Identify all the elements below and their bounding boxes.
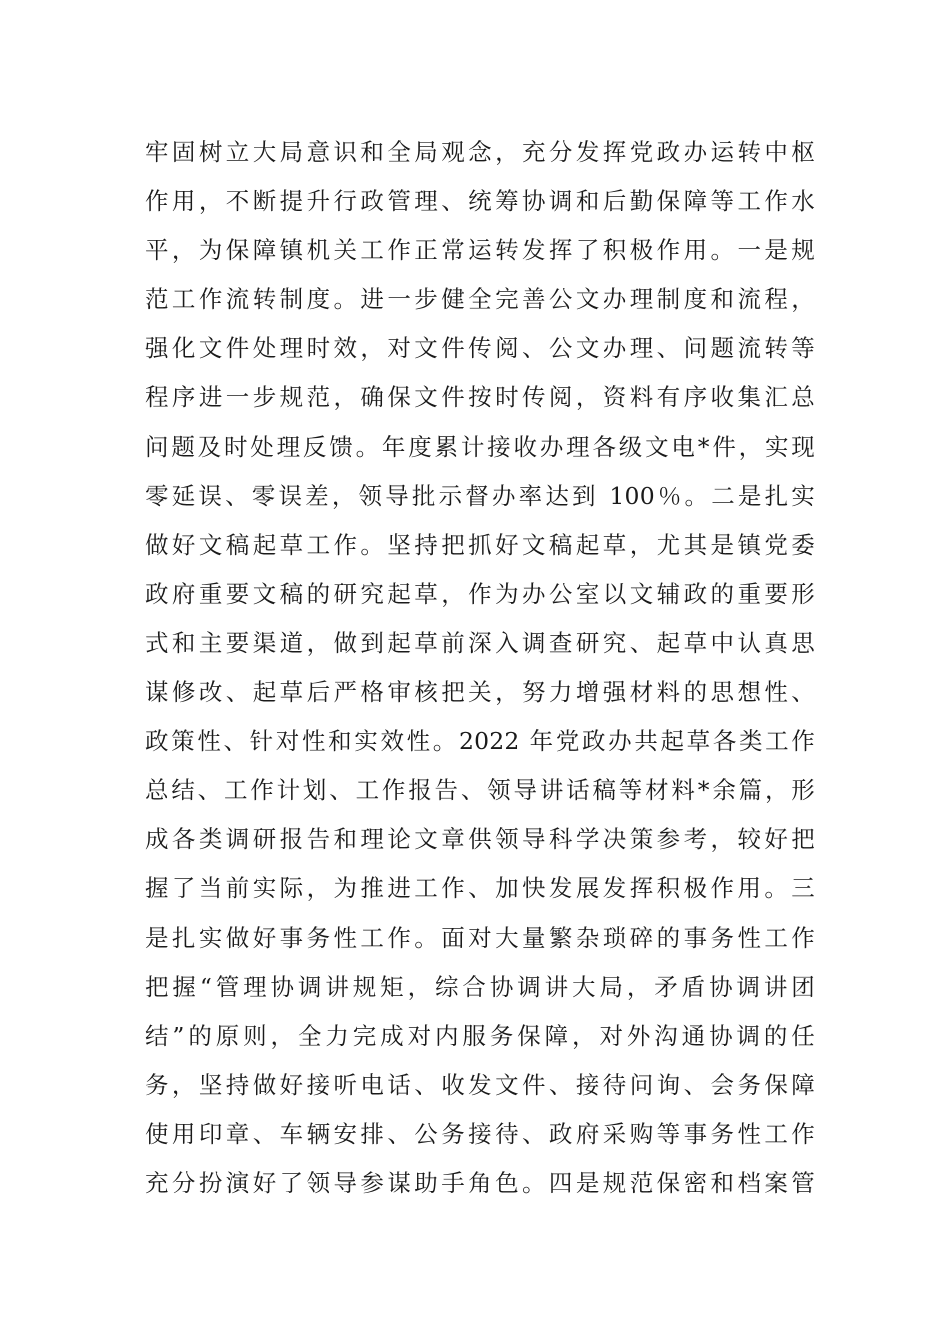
text-line: 是扎实做好事务性工作。面对大量繁杂琐碎的事务性工作 bbox=[145, 923, 815, 952]
text-line: 范工作流转制度。进一步健全完善公文办理制度和流程， bbox=[145, 285, 815, 314]
text-line: 零延误、零误差，领导批示督办率达到 100％。二是扎实 bbox=[145, 481, 815, 510]
body-paragraph bbox=[145, 128, 815, 1208]
text-line: 作用，不断提升行政管理、统筹协调和后勤保障等工作水 bbox=[145, 187, 815, 216]
text-line: 牢固树立大局意识和全局观念，充分发挥党政办运转中枢 bbox=[145, 138, 815, 166]
text-line: 式和主要渠道，做到起草前深入调查研究、起草中认真思 bbox=[145, 628, 815, 657]
text-line: 务，坚持做好接听电话、收发文件、接待问询、会务保障 bbox=[145, 1070, 815, 1099]
text-line: 握了当前实际，为推进工作、加快发展发挥积极作用。三 bbox=[145, 874, 815, 903]
text-line: 问题及时处理反馈。年度累计接收办理各级文电*件，实现 bbox=[145, 432, 815, 461]
text-line: 强化文件处理时效，对文件传阅、公文办理、问题流转等 bbox=[145, 334, 815, 363]
text-line: 成各类调研报告和理论文章供领导科学决策参考，较好把 bbox=[145, 825, 815, 854]
text-line: 政府重要文稿的研究起草，作为办公室以文辅政的重要形 bbox=[145, 579, 815, 608]
text-line: 把握“管理协调讲规矩，综合协调讲大局，矛盾协调讲团 bbox=[145, 972, 815, 1001]
text-line: 充分扮演好了领导参谋助手角色。四是规范保密和档案管 bbox=[145, 1168, 815, 1197]
text-line: 总结、工作计划、工作报告、领导讲话稿等材料*余篇，形 bbox=[145, 776, 815, 805]
text-line: 程序进一步规范，确保文件按时传阅，资料有序收集汇总 bbox=[145, 383, 815, 412]
text-line: 谋修改、起草后严格审核把关，努力增强材料的思想性、 bbox=[145, 678, 815, 707]
text-line: 使用印章、车辆安排、公务接待、政府采购等事务性工作 bbox=[145, 1119, 815, 1148]
text-line: 结”的原则，全力完成对内服务保障，对外沟通协调的任 bbox=[145, 1021, 815, 1050]
text-line: 平，为保障镇机关工作正常运转发挥了积极作用。一是规 bbox=[145, 236, 815, 265]
text-line: 政策性、针对性和实效性。2022 年党政办共起草各类工作 bbox=[145, 727, 815, 756]
text-line: 做好文稿起草工作。坚持把抓好文稿起草，尤其是镇党委 bbox=[145, 530, 815, 559]
